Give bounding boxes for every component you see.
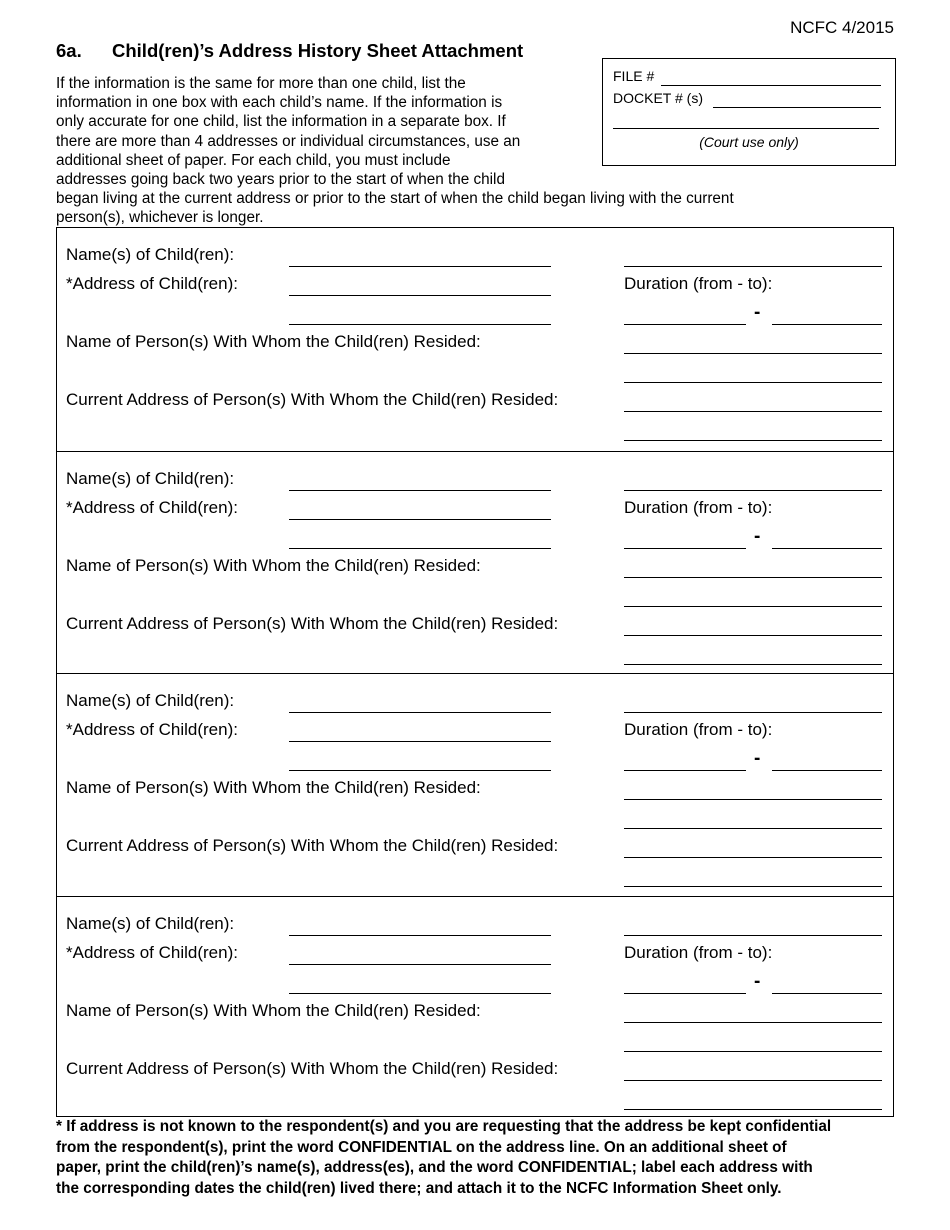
footnote-line: * If address is not known to the respondent(s) and you are requesting that the address be kept confidential	[56, 1118, 832, 1135]
child-address-field[interactable]	[289, 741, 551, 742]
address-section	[57, 896, 893, 1119]
instruction-line: additional sheet of paper. For each child, you must include	[56, 151, 451, 169]
duration-label: Duration (from - to):	[624, 274, 773, 293]
duration-label: Duration (from - to):	[624, 720, 773, 739]
duration-separator: -	[754, 748, 761, 769]
duration-from-field[interactable]	[624, 324, 746, 325]
person-name-field[interactable]	[624, 353, 882, 354]
child-address-label: *Address of Child(ren):	[66, 274, 238, 293]
person-name-field-2[interactable]	[624, 606, 882, 607]
person-address-field[interactable]	[624, 635, 882, 636]
person-address-field[interactable]	[624, 411, 882, 412]
docket-number-label: DOCKET # (s)	[613, 90, 703, 106]
instruction-line: person(s), whichever is longer.	[56, 209, 264, 227]
child-address-label: *Address of Child(ren):	[66, 942, 238, 962]
person-name-field[interactable]	[624, 577, 882, 578]
person-name-field-2[interactable]	[624, 1051, 882, 1052]
child-names-label: Name(s) of Child(ren):	[66, 468, 235, 488]
confidentiality-footnote	[56, 1117, 894, 1199]
person-address-field-2[interactable]	[624, 664, 882, 665]
footnote-line: from the respondent(s), print the word CONFIDENTIAL on the address line. On an additional sheet of	[56, 1138, 787, 1156]
file-number-field[interactable]	[661, 85, 881, 86]
child-names-field[interactable]	[289, 712, 551, 713]
duration-to-field[interactable]	[772, 770, 882, 771]
duration-label: Duration (from - to):	[624, 942, 773, 962]
instruction-line: addresses going back two years prior to the start of when the child	[56, 171, 505, 189]
title-text: Child(ren)’s Address History Sheet Attachment	[112, 40, 524, 61]
child-names-field[interactable]	[289, 935, 551, 936]
form-code: NCFC 4/2015	[790, 18, 894, 37]
file-number-label: FILE #	[613, 68, 655, 84]
duration-to-field[interactable]	[772, 993, 882, 994]
child-names-field[interactable]	[289, 490, 551, 491]
duration-to-field[interactable]	[772, 324, 882, 325]
child-address-field-2[interactable]	[289, 548, 551, 549]
duration-from-field[interactable]	[624, 993, 746, 994]
child-names-field-2[interactable]	[624, 490, 882, 491]
child-address-label: *Address of Child(ren):	[66, 497, 238, 517]
address-section	[57, 451, 893, 674]
person-name-field[interactable]	[624, 799, 882, 800]
duration-from-field[interactable]	[624, 770, 746, 771]
duration-from-field[interactable]	[624, 548, 746, 549]
instruction-line: If the information is the same for more than one child, list the	[56, 75, 466, 92]
child-address-field[interactable]	[289, 964, 551, 965]
child-names-field[interactable]	[289, 266, 551, 267]
instruction-line: only accurate for one child, list the information in a separate box. If	[56, 113, 506, 131]
footnote-line: paper, print the child(ren)’s name(s), address(es), and the word CONFIDENTIAL; label each address with	[56, 1159, 813, 1176]
docket-number-field[interactable]	[713, 107, 881, 108]
duration-separator: -	[754, 970, 761, 992]
address-sections	[56, 227, 894, 1117]
child-address-label: *Address of Child(ren):	[66, 720, 238, 739]
docket-number-field-2[interactable]	[613, 128, 879, 129]
person-address-field[interactable]	[624, 1080, 882, 1081]
child-address-field-2[interactable]	[289, 770, 551, 771]
instruction-line: there are more than 4 addresses or individual circumstances, use an	[56, 132, 521, 150]
person-address-label: Current Address of Person(s) With Whom the Child(ren) Resided:	[66, 1058, 559, 1078]
address-section	[57, 673, 893, 896]
person-name-field[interactable]	[624, 1022, 882, 1023]
child-address-field[interactable]	[289, 295, 551, 296]
person-address-label: Current Address of Person(s) With Whom the Child(ren) Resided:	[66, 390, 559, 409]
child-names-field-2[interactable]	[624, 266, 882, 267]
person-name-field-2[interactable]	[624, 382, 882, 383]
duration-separator: -	[754, 525, 761, 547]
section-number: 6a.	[56, 40, 82, 61]
instruction-line: information in one box with each child’s name. If the information is	[56, 94, 503, 112]
person-address-label: Current Address of Person(s) With Whom the Child(ren) Resided:	[66, 836, 559, 855]
child-address-field-2[interactable]	[289, 324, 551, 325]
court-use-note: (Court use only)	[699, 134, 799, 150]
child-names-field-2[interactable]	[624, 935, 882, 936]
child-names-field-2[interactable]	[624, 712, 882, 713]
duration-separator: -	[754, 302, 761, 323]
person-name-label: Name of Person(s) With Whom the Child(ren) Resided:	[66, 1000, 481, 1020]
duration-to-field[interactable]	[772, 548, 882, 549]
duration-label: Duration (from - to):	[624, 497, 773, 517]
person-address-field[interactable]	[624, 857, 882, 858]
child-names-label: Name(s) of Child(ren):	[66, 245, 235, 264]
child-address-field[interactable]	[289, 519, 551, 520]
court-use-box	[602, 58, 896, 166]
person-address-label: Current Address of Person(s) With Whom the Child(ren) Resided:	[66, 613, 559, 633]
person-name-label: Name of Person(s) With Whom the Child(ren) Resided:	[66, 555, 481, 575]
person-name-label: Name of Person(s) With Whom the Child(ren) Resided:	[66, 332, 481, 351]
child-names-label: Name(s) of Child(ren):	[66, 691, 235, 710]
footnote-line: the corresponding dates the child(ren) lived there; and attach it to the NCFC Information Sheet only.	[56, 1179, 782, 1197]
person-name-field-2[interactable]	[624, 828, 882, 829]
person-address-field-2[interactable]	[624, 440, 882, 441]
page-title	[56, 40, 523, 62]
person-address-field-2[interactable]	[624, 1109, 882, 1110]
instruction-line: began living at the current address or prior to the start of when the child began living with the current	[56, 190, 734, 208]
child-address-field-2[interactable]	[289, 993, 551, 994]
child-names-label: Name(s) of Child(ren):	[66, 913, 235, 933]
address-section	[57, 228, 893, 451]
person-name-label: Name of Person(s) With Whom the Child(ren) Resided:	[66, 778, 481, 797]
person-address-field-2[interactable]	[624, 886, 882, 887]
